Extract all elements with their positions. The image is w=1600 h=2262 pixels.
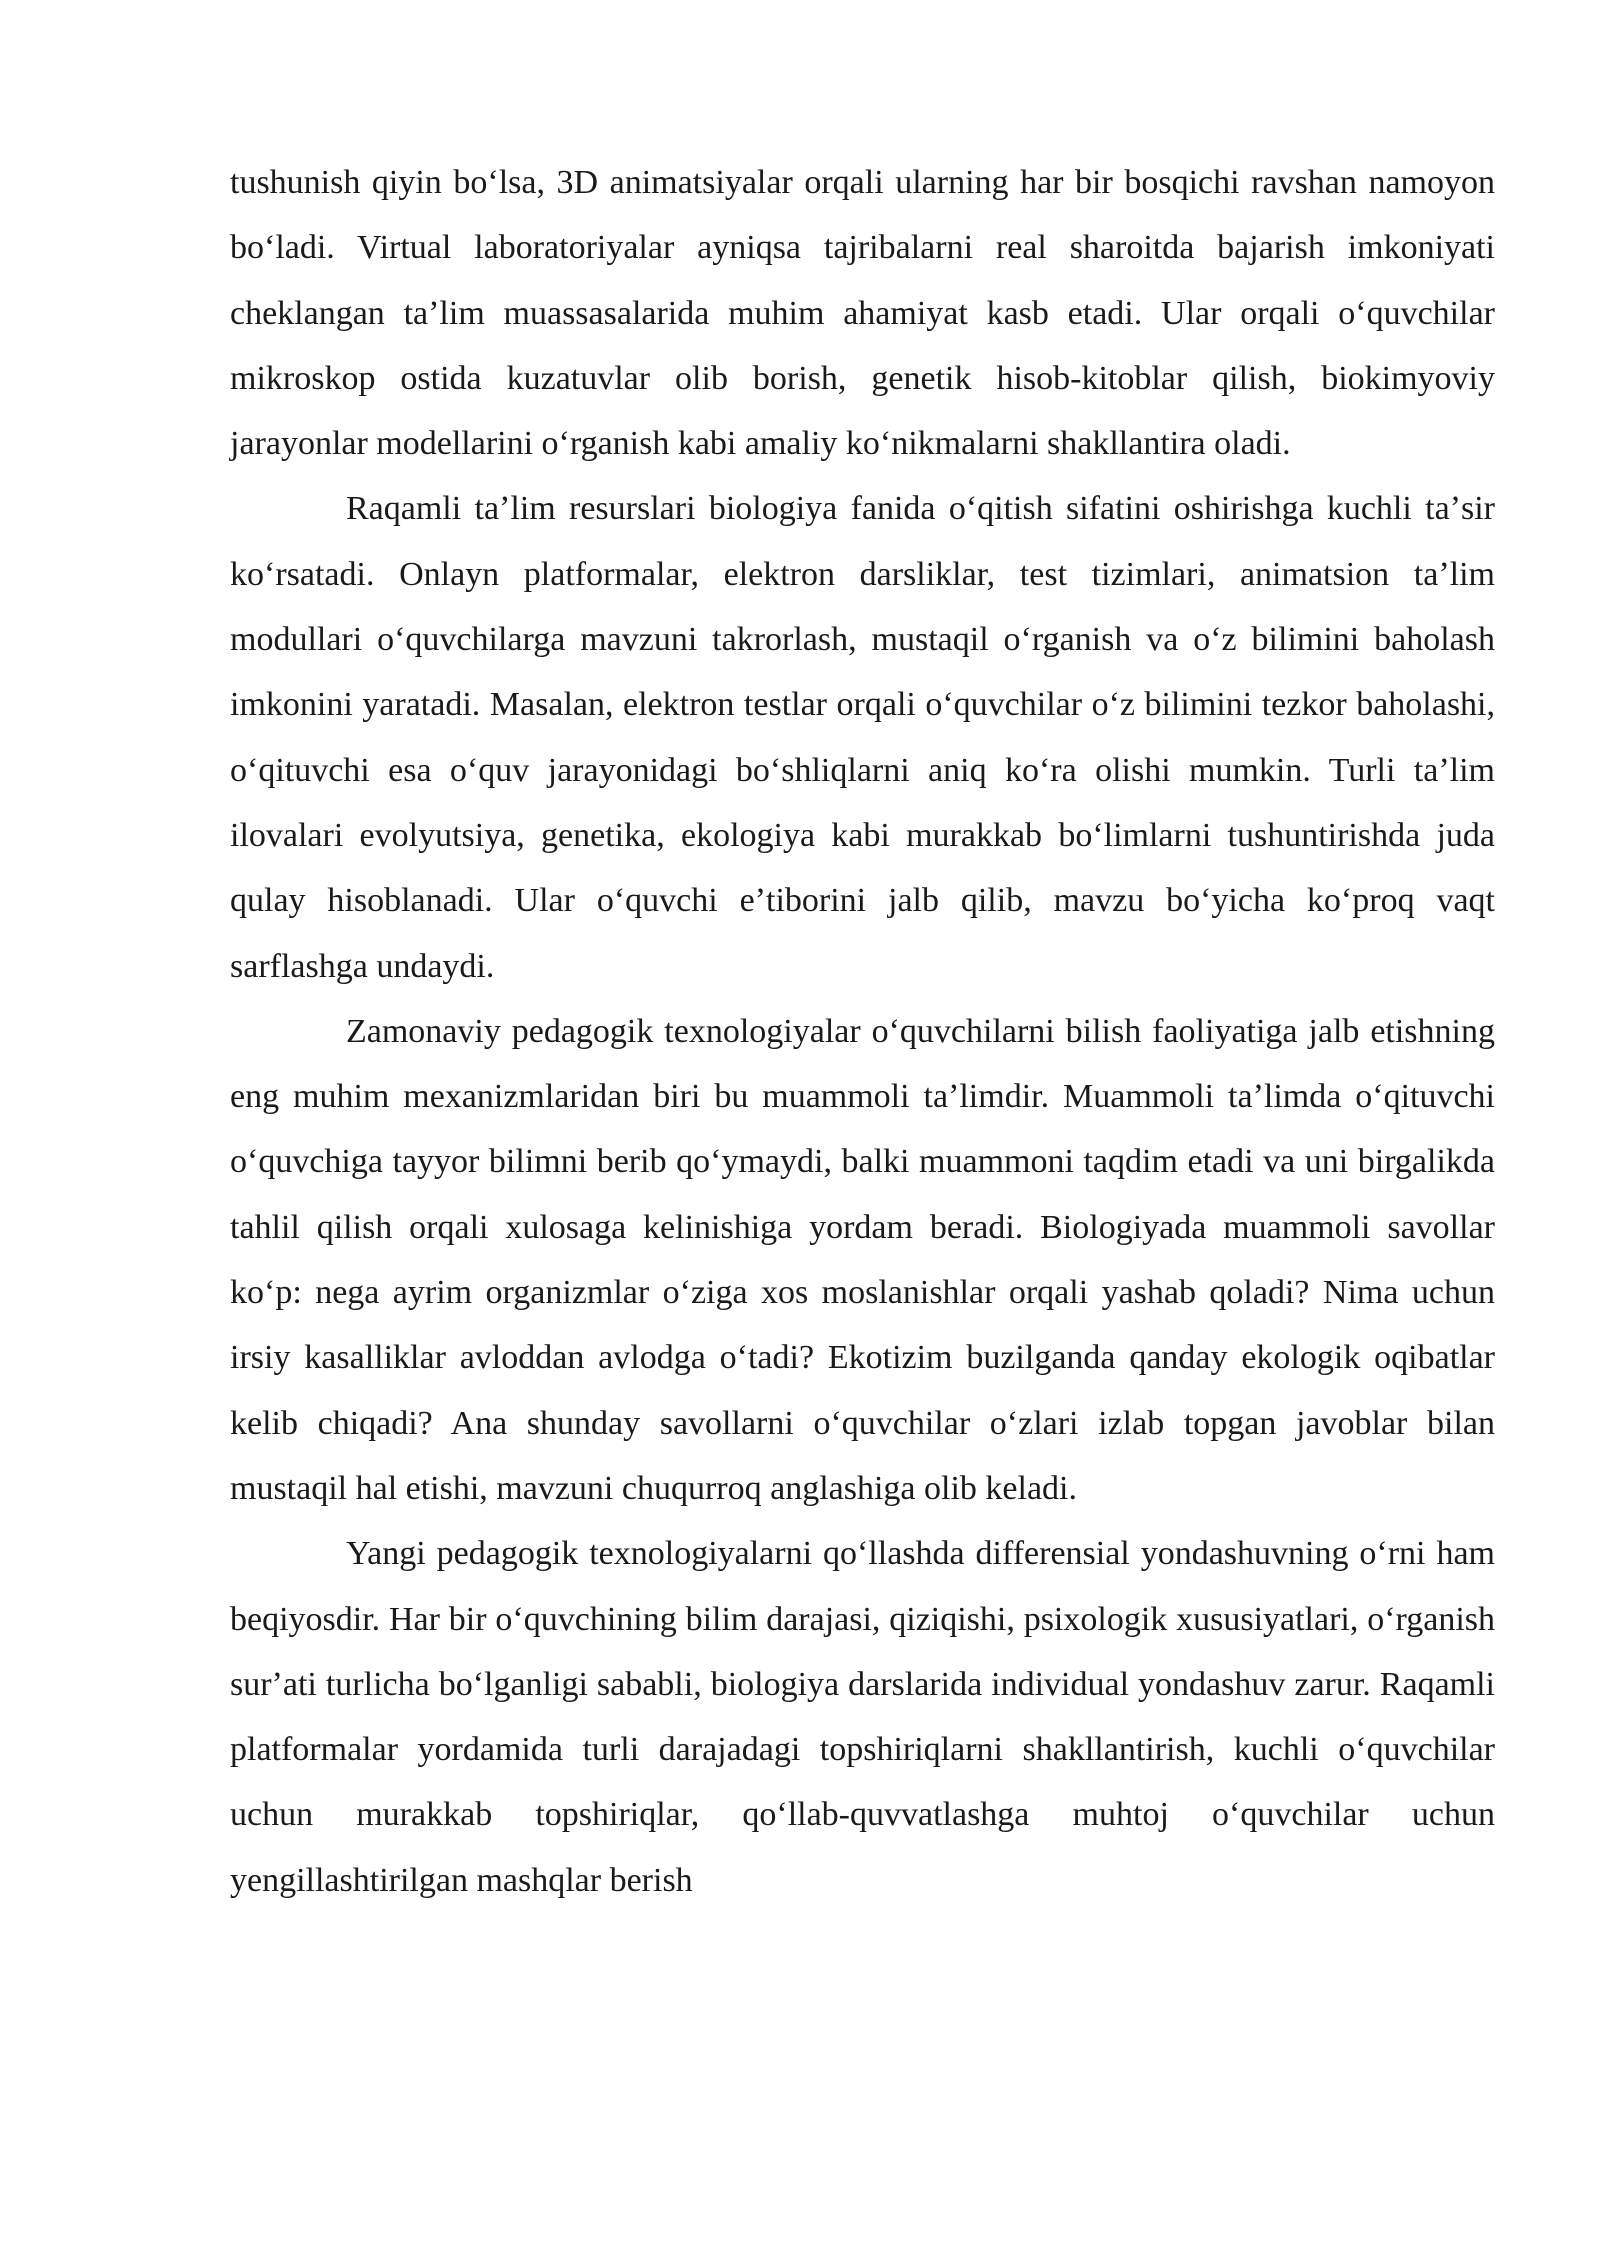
- paragraph-4: Yangi pedagogik texnologiyalarni qoʻllashda differensial yondashuvning oʻrni ham beqiyosdir. Har bir oʻquvchining bilim darajasi, qiziqishi, psixologik xususiyatlari, oʻrganish surʼati turlicha boʻlganligi sababli, biologiya darslarida individual yondashuv zarur. Raqamli platformalar yordamida turli darajadagi topshiriqlarni shakllantirish, kuchli oʻquvchilar uchun murakkab topshiriqlar, qoʻllab-quvvatlashga muhtoj oʻquvchilar uchun yengillashtirilgan mashqlar berish: [230, 1535, 1495, 1899]
- document-body: [230, 150, 1495, 1913]
- paragraph-3: Zamonaviy pedagogik texnologiyalar oʻquvchilarni bilish faoliyatiga jalb etishning eng muhim mexanizmlaridan biri bu muammoli taʼlimdir. Muammoli taʼlimda oʻqituvchi oʻquvchiga tayyor bilimni berib qoʻymaydi, balki muammoni taqdim etadi va uni birgalikda tahlil qilish orqali xulosaga kelinishiga yordam beradi. Biologiyada muammoli savollar koʻp: nega ayrim organizmlar oʻziga xos moslanishlar orqali yashab qoladi? Nima uchun irsiy kasalliklar avloddan avlodga oʻtadi? Ekotizim buzilganda qanday ekologik oqibatlar kelib chiqadi? Ana shunday savollarni oʻquvchilar oʻzlari izlab topgan javoblar bilan mustaqil hal etishi, mavzuni chuqurroq anglashiga olib keladi.: [230, 1012, 1495, 1507]
- paragraph-1: tushunish qiyin boʻlsa, 3D animatsiyalar orqali ularning har bir bosqichi ravshan namoyon boʻladi. Virtual laboratoriyalar ayniqsa tajribalarni real sharoitda bajarish imkoniyati cheklangan taʼlim muassasalarida muhim ahamiyat kasb etadi. Ular orqali oʻquvchilar mikroskop ostida kuzatuvlar olib borish, genetik hisob-kitoblar qilish, biokimyoviy jarayonlar modellarini oʻrganish kabi amaliy koʻnikmalarni shakllantira oladi.: [230, 164, 1495, 463]
- paragraph-2: Raqamli taʼlim resurslari biologiya fanida oʻqitish sifatini oshirishga kuchli taʼsir koʻrsatadi. Onlayn platformalar, elektron darsliklar, test tizimlari, animatsion taʼlim modullari oʻquvchilarga mavzuni takrorlash, mustaqil oʻrganish va oʻz bilimini baholash imkonini yaratadi. Masalan, elektron testlar orqali oʻquvchilar oʻz bilimini tezkor baholashi, oʻqituvchi esa oʻquv jarayonidagi boʻshliqlarni aniq koʻra olishi mumkin. Turli taʼlim ilovalari evolyutsiya, genetika, ekologiya kabi murakkab boʻlimlarni tushuntirishda juda qulay hisoblanadi. Ular oʻquvchi eʼtiborini jalb qilib, mavzu boʻyicha koʻproq vaqt sarflashga undaydi.: [230, 490, 1495, 985]
